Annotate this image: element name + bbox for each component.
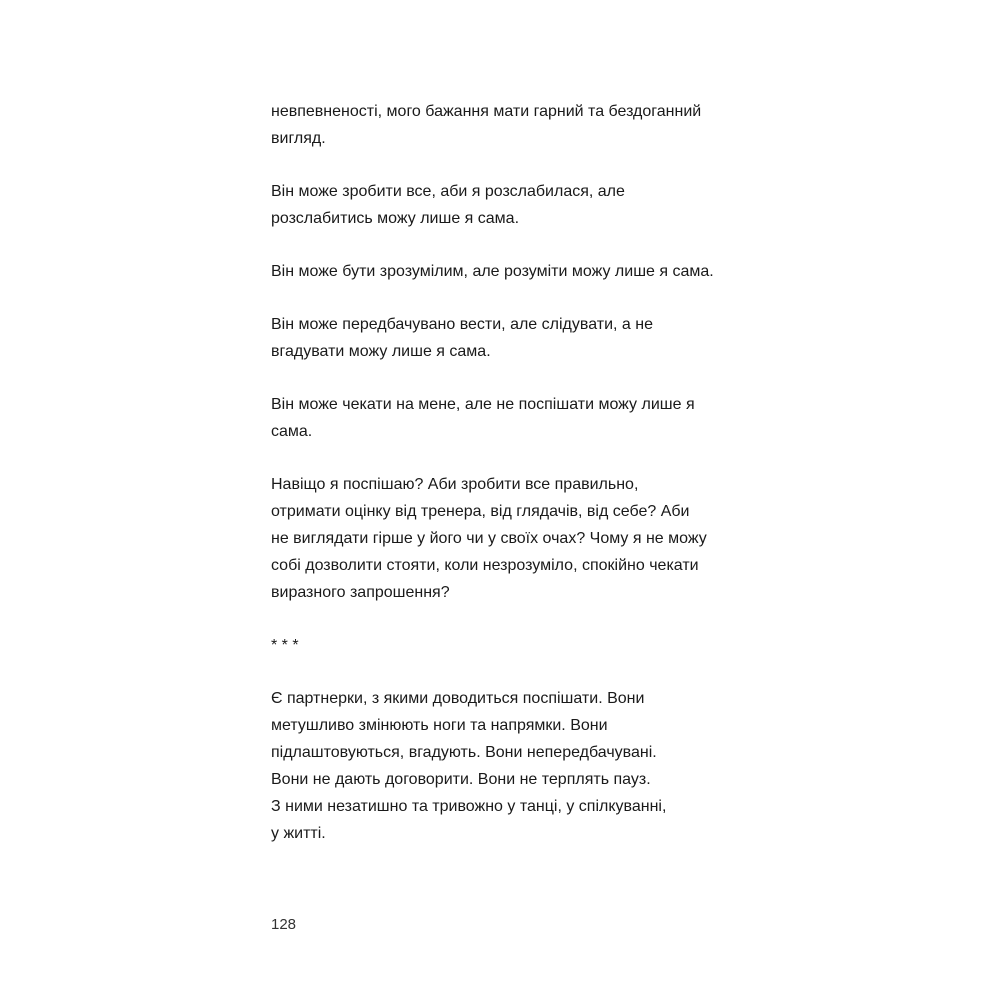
text-line: З ними незатишно та тривожно у танці, у спілкуванні, [271, 798, 667, 815]
text-line: вгадувати можу лише я сама. [271, 343, 491, 360]
text-line: Він може зробити все, аби я розслабилася, але [271, 183, 625, 200]
paragraph [271, 311, 771, 365]
text-line: не виглядати гірше у його чи у своїх очах? Чому я не можу [271, 530, 707, 547]
text-line: невпевненості, мого бажання мати гарний та бездоганний [271, 103, 702, 120]
separator-asterisks: * * * [271, 637, 299, 654]
text-line: Він може чекати на мене, але не поспішати можу лише я [271, 396, 695, 413]
text-line: сама. [271, 423, 313, 440]
text-line: Навіщо я поспішаю? Аби зробити все правильно, [271, 476, 639, 493]
text-line: вигляд. [271, 130, 326, 147]
section-separator [271, 632, 771, 659]
text-line: собі дозволити стояти, коли незрозуміло, спокійно чекати [271, 557, 699, 574]
text-line: підлаштовуються, вгадують. Вони непередбачувані. [271, 744, 657, 761]
text-line: у житті. [271, 825, 326, 842]
text-line: Є партнерки, з якими доводиться поспішати. Вони [271, 690, 645, 707]
body-text [271, 98, 771, 873]
text-line: Вони не дають договорити. Вони не терплять пауз. [271, 771, 651, 788]
paragraph [271, 258, 771, 285]
text-line: отримати оцінку від тренера, від глядачів, від себе? Аби [271, 503, 690, 520]
text-line: метушливо змінюють ноги та напрямки. Вони [271, 717, 608, 734]
paragraph [271, 471, 771, 606]
paragraph [271, 98, 771, 152]
text-line: Він може передбачувано вести, але слідувати, а не [271, 316, 653, 333]
text-line: виразного запрошення? [271, 584, 450, 601]
paragraph [271, 178, 771, 232]
page-number: 128 [271, 916, 297, 933]
paragraph [271, 685, 771, 847]
text-line: розслабитись можу лише я сама. [271, 210, 520, 227]
paragraph [271, 391, 771, 445]
text-line: Він може бути зрозумілим, але розуміти можу лише я сама. [271, 263, 714, 280]
